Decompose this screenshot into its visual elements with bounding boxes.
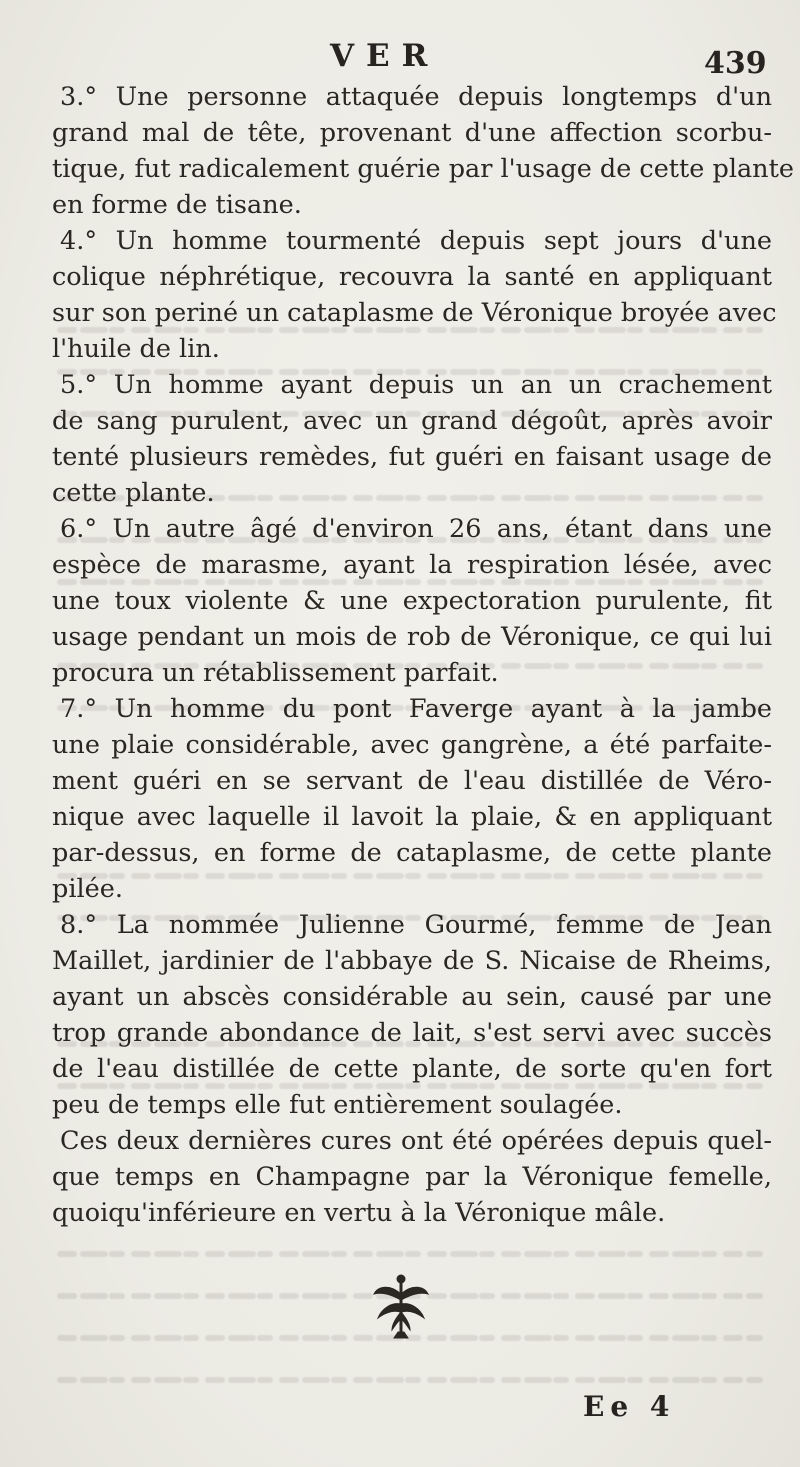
- signature-mark: Ee 4: [583, 1390, 676, 1423]
- text-line: ment guéri en se servant de l'eau distillée de Véro-: [52, 766, 772, 796]
- text-line: pilée.: [52, 874, 123, 904]
- text-line: une toux violente & une expectoration purulente, fit: [52, 586, 772, 616]
- text-line: nique avec laquelle il lavoit la plaie, & en appliquant: [52, 802, 772, 832]
- text-line: Maillet, jardinier de l'abbaye de S. Nicaise de Rheims,: [52, 946, 772, 976]
- page-header: [0, 38, 800, 86]
- text-line: 6.° Un autre âgé d'environ 26 ans, étant dans une: [60, 514, 772, 544]
- text-line: sur son periné un cataplasme de Véronique broyée avec: [52, 298, 777, 328]
- text-line: 5.° Un homme ayant depuis un an un crachement: [60, 370, 772, 400]
- text-line: grand mal de tête, provenant d'une affection scorbu-: [52, 118, 772, 148]
- text-line: quoiqu'inférieure en vertu à la Véronique mâle.: [52, 1198, 666, 1228]
- text-line: en forme de tisane.: [52, 190, 302, 220]
- text-line: tenté plusieurs remèdes, fut guéri en faisant usage de: [52, 442, 772, 472]
- text-line: tique, fut radicalement guérie par l'usage de cette plante: [52, 154, 794, 184]
- text-line: de l'eau distillée de cette plante, de sorte qu'en fort: [52, 1054, 772, 1084]
- text-line: cette plante.: [52, 478, 215, 508]
- page-number: 439: [704, 46, 767, 81]
- text-line: 7.° Un homme du pont Faverge ayant à la jambe: [60, 694, 772, 724]
- fleuron-ornament-icon: [370, 1272, 432, 1342]
- text-line: trop grande abondance de lait, s'est servi avec succès: [52, 1018, 772, 1048]
- text-line: 8.° La nommée Julienne Gourmé, femme de Jean: [60, 910, 772, 940]
- text-line: 3.° Une personne attaquée depuis longtemps d'un: [60, 82, 772, 112]
- text-line: 4.° Un homme tourmenté depuis sept jours d'une: [60, 226, 772, 256]
- text-line: que temps en Champagne par la Véronique femelle,: [52, 1162, 772, 1192]
- text-line: espèce de marasme, ayant la respiration lésée, avec: [52, 550, 772, 580]
- text-line: de sang purulent, avec un grand dégoût, après avoir: [52, 406, 772, 436]
- text-line: par-dessus, en forme de cataplasme, de cette plante: [52, 838, 772, 868]
- text-line: usage pendant un mois de rob de Véronique, ce qui lui: [52, 622, 772, 652]
- text-line: ayant un abscès considérable au sein, causé par une: [52, 982, 772, 1012]
- text-line: procura un rétablissement parfait.: [52, 658, 499, 688]
- text-line: peu de temps elle fut entièrement soulagée.: [52, 1090, 623, 1120]
- text-line: colique néphrétique, recouvra la santé en appliquant: [52, 262, 772, 292]
- text-line: l'huile de lin.: [52, 334, 220, 364]
- text-line: une plaie considérable, avec gangrène, a été parfaite-: [52, 730, 772, 760]
- text-line: Ces deux dernières cures ont été opérées depuis quel-: [60, 1126, 772, 1156]
- running-head: VER: [330, 38, 440, 74]
